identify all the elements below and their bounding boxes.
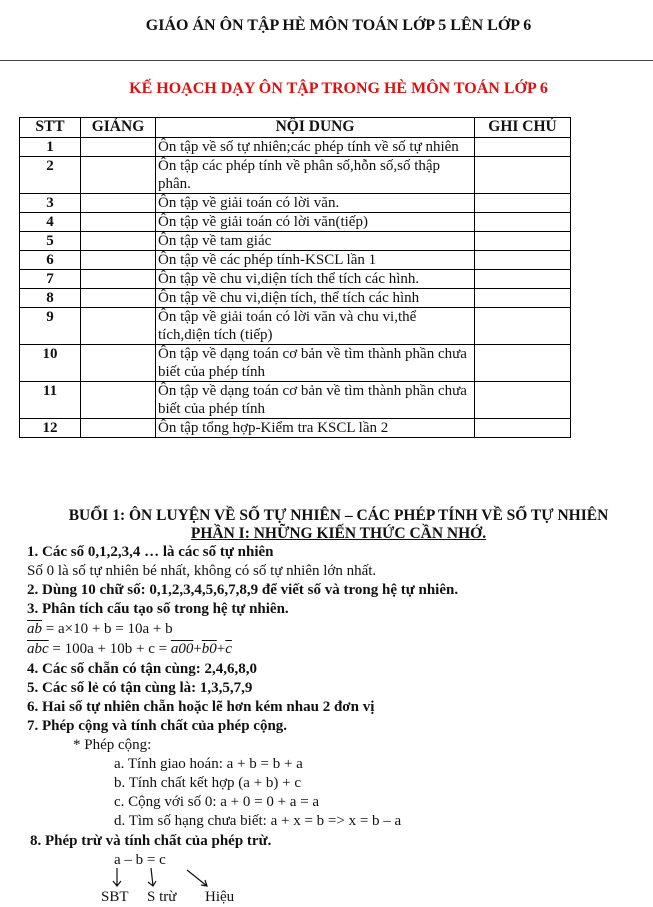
plan-title: KẾ HOẠCH DẠY ÔN TẬP TRONG HÈ MÔN TOÁN LỚP 6 <box>129 80 548 97</box>
cell-stt: 10 <box>20 345 81 382</box>
cell-noi-dung: Ôn tập về số tự nhiên;các phép tính về số tự nhiên <box>156 138 475 157</box>
document-title: GIÁO ÁN ÔN TẬP HÈ MÔN TOÁN LỚP 5 LÊN LỚP 6 <box>145 17 532 34</box>
cell-noi-dung: Ôn tập về tam giác <box>156 232 475 251</box>
cell-giang <box>81 138 156 157</box>
overline-b0: b0 <box>201 641 217 657</box>
cell-ghi-chu <box>475 194 571 213</box>
table-row <box>20 213 571 232</box>
section-1-heading: 1. Các số 0,1,2,3,4 … là các số tự nhiên <box>27 544 274 560</box>
cell-giang <box>81 419 156 438</box>
cell-noi-dung: Ôn tập tổng hợp-Kiểm tra KSCL lần 2 <box>156 419 475 438</box>
cell-ghi-chu <box>475 289 571 308</box>
subtraction-expression: a – b = c <box>114 852 166 868</box>
cell-giang <box>81 213 156 232</box>
cell-noi-dung: Ôn tập về dạng toán cơ bản về tìm thành phần chưa biết của phép tính <box>156 345 475 382</box>
formula-ab <box>27 620 173 639</box>
cell-stt: 11 <box>20 382 81 419</box>
subtraction-arrows-icon <box>105 866 215 890</box>
cell-stt: 7 <box>20 270 81 289</box>
section-4-heading: 4. Các số chẵn có tận cùng: 2,4,6,8,0 <box>27 661 258 677</box>
cell-ghi-chu <box>475 270 571 289</box>
cell-noi-dung: Ôn tập về giải toán có lời văn. <box>156 194 475 213</box>
cell-giang <box>81 289 156 308</box>
section-3-heading: 3. Phân tích cấu tạo số trong hệ tự nhiên. <box>27 601 289 617</box>
cell-noi-dung: Ôn tập về giải toán có lời văn và chu vi,thể tích,diện tích (tiếp) <box>156 308 475 345</box>
table-row <box>20 138 571 157</box>
cell-stt: 6 <box>20 251 81 270</box>
table-row <box>20 382 571 419</box>
section-2-heading: 2. Dùng 10 chữ số: 0,1,2,3,4,5,6,7,8,9 để viết số và trong hệ tự nhiên. <box>27 582 459 598</box>
cell-noi-dung: Ôn tập về dạng toán cơ bản về tìm thành phần chưa biết của phép tính <box>156 382 475 419</box>
cell-stt: 2 <box>20 157 81 194</box>
header-stt: STT <box>20 118 81 138</box>
cell-noi-dung: Ôn tập về chu vi,diện tích, thể tích các hình <box>156 289 475 308</box>
header-divider <box>0 60 653 61</box>
cell-stt: 4 <box>20 213 81 232</box>
table-row <box>20 270 571 289</box>
section-6-heading: 6. Hai số tự nhiên chẵn hoặc lẽ hơn kém nhau 2 đơn vị <box>27 699 375 715</box>
plan-table <box>19 117 571 438</box>
cell-giang <box>81 157 156 194</box>
label-sbt: SBT <box>101 889 129 905</box>
overline-a00: a00 <box>170 641 194 657</box>
cell-ghi-chu <box>475 308 571 345</box>
addition-property: d. Tìm số hạng chưa biết: a + x = b => x = b – a <box>114 813 402 829</box>
cell-ghi-chu <box>475 213 571 232</box>
formula-abc: $\overline{abc} = 100a + 10b + c = a00+b0+\overline{c}$ <box>27 641 232 657</box>
table-row <box>20 251 571 270</box>
table-row <box>20 345 571 382</box>
table-row <box>20 157 571 194</box>
table-header-row <box>20 118 571 138</box>
section-7-heading: 7. Phép cộng và tính chất của phép cộng. <box>27 718 288 734</box>
cell-noi-dung: Ôn tập về chu vi,diện tích thể tích các hình. <box>156 270 475 289</box>
addition-property: b. Tính chất kết hợp (a + b) + c <box>114 775 302 791</box>
cell-stt: 5 <box>20 232 81 251</box>
cell-giang <box>81 251 156 270</box>
lesson-title: BUỔI 1: ÔN LUYỆN VỀ SỐ TỰ NHIÊN – CÁC PHÉP TÍNH VỀ SỐ TỰ NHIÊN <box>68 507 609 524</box>
cell-giang <box>81 345 156 382</box>
cell-giang <box>81 308 156 345</box>
table-row <box>20 419 571 438</box>
addition-property: c. Cộng với số 0: a + 0 = 0 + a = a <box>114 794 320 810</box>
cell-ghi-chu <box>475 251 571 270</box>
table-row <box>20 232 571 251</box>
formula-ab-expansion: = a×10 + b = 10a + b <box>42 621 173 637</box>
cell-ghi-chu <box>475 157 571 194</box>
table-row <box>20 308 571 345</box>
formula-abc-mid: = 100a + 10b + c = <box>48 641 171 657</box>
cell-noi-dung: Ôn tập về giải toán có lời văn(tiếp) <box>156 213 475 232</box>
cell-stt: 3 <box>20 194 81 213</box>
cell-ghi-chu <box>475 345 571 382</box>
cell-ghi-chu <box>475 138 571 157</box>
cell-stt: 12 <box>20 419 81 438</box>
overline-ab: $\overline{ab}$ <box>27 621 42 637</box>
section-5-heading: 5. Các số lẻ có tận cùng là: 1,3,5,7,9 <box>27 680 253 696</box>
addition-property: a. Tính giao hoán: a + b = b + a <box>114 756 303 772</box>
cell-giang <box>81 194 156 213</box>
table-row <box>20 289 571 308</box>
cell-noi-dung: Ôn tập về các phép tính-KSCL lần 1 <box>156 251 475 270</box>
cell-stt: 8 <box>20 289 81 308</box>
header-ghi-chu: GHI CHÚ <box>475 118 571 138</box>
cell-noi-dung: Ôn tập các phép tính về phân số,hỗn số,số thập phân. <box>156 157 475 194</box>
cell-stt: 9 <box>20 308 81 345</box>
cell-ghi-chu <box>475 382 571 419</box>
cell-ghi-chu <box>475 419 571 438</box>
overline-c: $\overline{c}$ <box>225 641 232 657</box>
addition-subheading: * Phép cộng: <box>73 737 152 753</box>
cell-stt: 1 <box>20 138 81 157</box>
table-row <box>20 194 571 213</box>
cell-giang <box>81 382 156 419</box>
section-8-heading: 8. Phép trừ và tính chất của phép trừ. <box>30 833 272 849</box>
header-giang: GIẢNG <box>81 118 156 138</box>
label-hieu: Hiệu <box>205 889 235 905</box>
cell-giang <box>81 232 156 251</box>
cell-ghi-chu <box>475 232 571 251</box>
cell-giang <box>81 270 156 289</box>
part-title: PHẦN I: NHỮNG KIẾN THỨC CẦN NHỚ. <box>190 525 487 542</box>
label-s-tru: S trừ <box>147 889 177 905</box>
header-noi-dung: NỘI DUNG <box>156 118 475 138</box>
overline-abc: $\overline{abc}$ <box>27 641 49 657</box>
section-1-text: Số 0 là số tự nhiên bé nhất, không có số tự nhiên lớn nhất. <box>27 563 377 579</box>
